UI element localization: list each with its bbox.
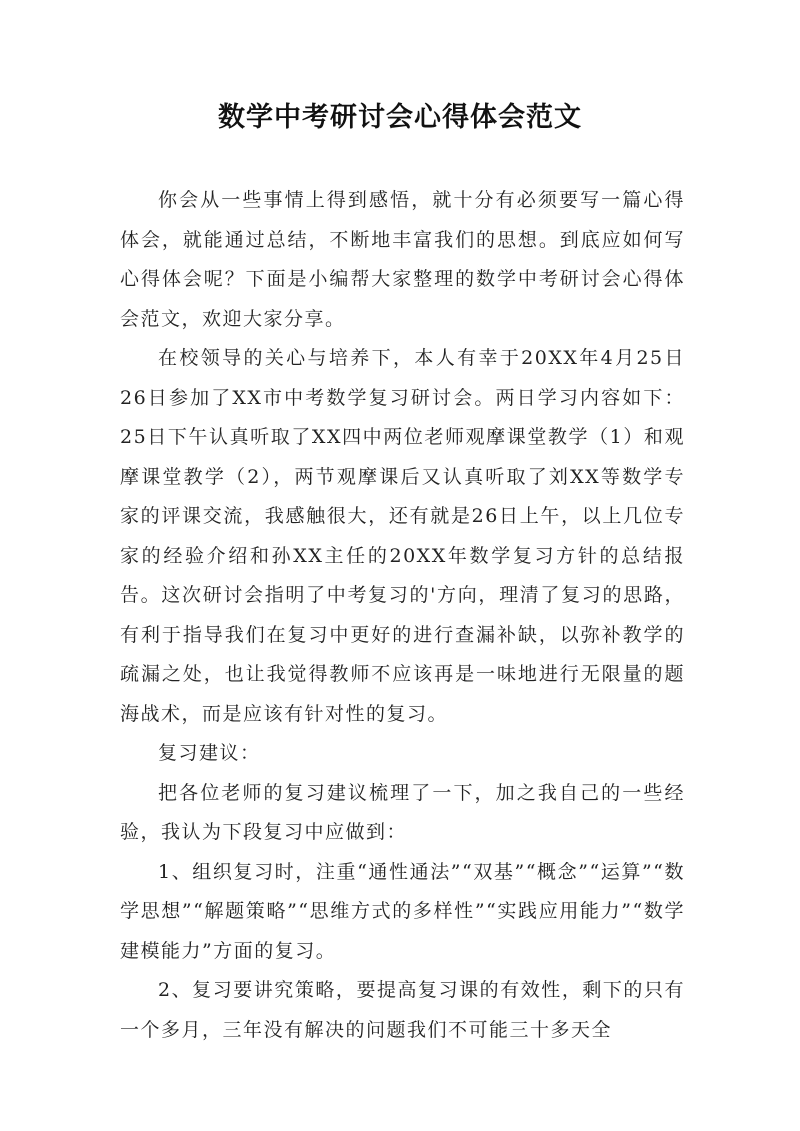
- document-title: 数学中考研讨会心得体会范文: [218, 102, 582, 133]
- paragraph-heading-review-advice: 复习建议：: [158, 742, 261, 764]
- paragraph-advice-1: 1、组织复习时，注重“通性通法”“双基”“概念”“运算”“数学思想”“解题策略”“思维方式的多样性”“实践应用能力”“数学建模能力”方面的复习。: [120, 860, 685, 962]
- paragraph-seminar-summary: 在校领导的关心与培养下，本人有幸于20XX年4月25日26日参加了XX市中考数学复习研讨会。两日学习内容如下：25日下午认真听取了XX四中两位老师观摩课堂教学（1）和观摩课堂教学（2），两节观摩课后又认真听取了刘XX等数学专家的评课交流，我感触很大，还有就是26日上午，以上几位专家的经验介绍和孙XX主任的20XX年数学复习方针的总结报告。这次研讨会指明了中考复习的'方向，理清了复习的思路，有利于指导我们在复习中更好的进行查漏补缺，以弥补教学的疏漏之处，也让我觉得教师不应该再是一味地进行无限量的题海战术，而是应该有针对性的复习。: [120, 347, 685, 725]
- document-body: [120, 181, 685, 1050]
- paragraph-intro: 你会从一些事情上得到感悟，就十分有必须要写一篇心得体会，就能通过总结，不断地丰富我们的思想。到底应如何写心得体会呢？下面是小编帮大家整理的数学中考研讨会心得体会范文，欢迎大家分享。: [120, 189, 685, 330]
- paragraph-advice-intro: 把各位老师的复习建议梳理了一下，加之我自己的一些经验，我认为下段复习中应做到：: [120, 781, 685, 843]
- paragraph-advice-2: 2、复习要讲究策略，要提高复习课的有效性，剩下的只有一个多月，三年没有解决的问题我们不可能三十多天全: [120, 979, 685, 1041]
